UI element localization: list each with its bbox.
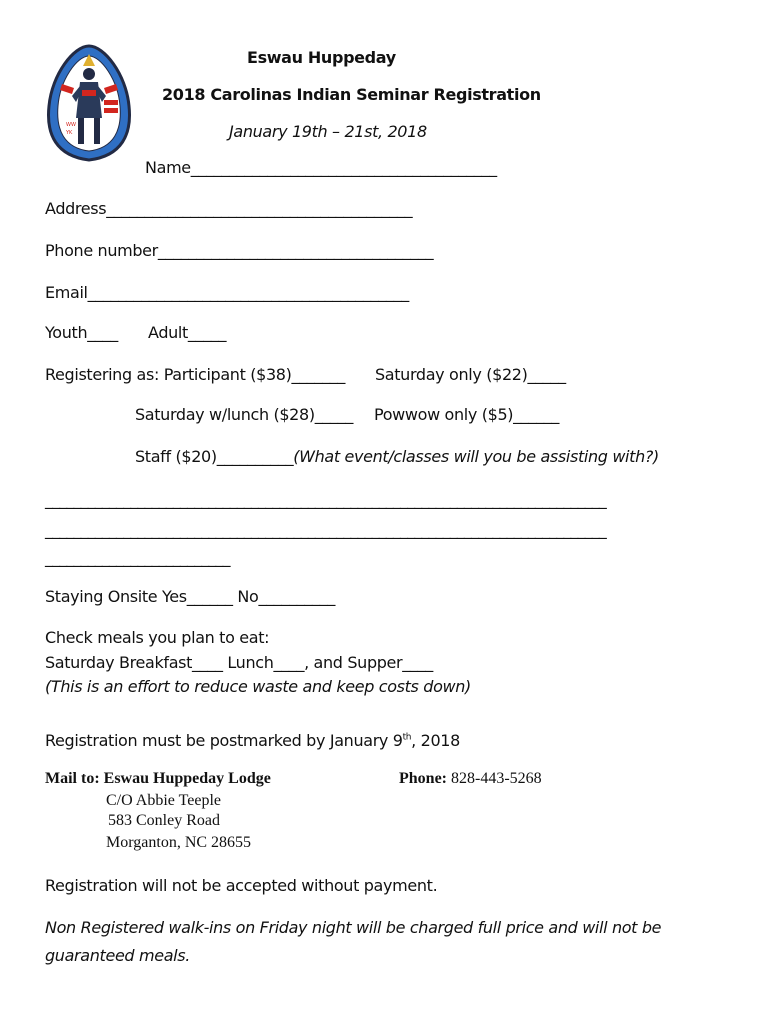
staff-option-label: Staff ($20)__________ <box>135 447 294 466</box>
mail-to-line: Mail to: Eswau Huppeday Lodge <box>45 770 271 787</box>
staying-onsite-field[interactable]: Staying Onsite Yes______ No__________ <box>45 587 335 606</box>
walkin-notice-line-1: Non Registered walk-ins on Friday night will be charged full price and will not be <box>45 918 662 937</box>
meals-heading: Check meals you plan to eat: <box>45 628 270 647</box>
payment-notice: Registration will not be accepted without payment. <box>45 876 438 895</box>
svg-text:WW: WW <box>66 122 76 128</box>
adult-field[interactable]: Adult_____ <box>148 323 227 342</box>
participant-option[interactable]: Registering as: Participant ($38)_______ <box>45 365 346 384</box>
mail-address-line-3: 583 Conley Road <box>108 812 220 829</box>
phone-field[interactable]: Phone number____________________________________ <box>45 241 434 260</box>
staff-answer-line-3[interactable]: __________________________ <box>45 548 230 567</box>
name-field[interactable]: Name________________________________________ <box>145 158 497 177</box>
address-field[interactable]: Address________________________________________ <box>45 199 413 218</box>
phone-line: Phone: 828-443-5268 <box>399 770 542 787</box>
meals-options[interactable]: Saturday Breakfast____ Lunch____, and Supper____ <box>45 653 433 672</box>
youth-field[interactable]: Youth____ <box>45 323 118 342</box>
staff-answer-line-2[interactable]: _______________________________________________________________________________ <box>45 520 606 539</box>
powwow-only-option[interactable]: Powwow only ($5)______ <box>374 405 560 424</box>
email-field[interactable]: Email__________________________________________ <box>45 283 409 302</box>
staff-option[interactable] <box>135 447 659 466</box>
postmark-deadline: Registration must be postmarked by January 9th, 2018 <box>45 731 460 750</box>
page-subtitle: 2018 Carolinas Indian Seminar Registration <box>162 85 541 104</box>
event-dates: January 19th – 21st, 2018 <box>229 122 427 141</box>
saturday-lunch-option[interactable]: Saturday w/lunch ($28)_____ <box>135 405 353 424</box>
staff-answer-line-1[interactable]: _______________________________________________________________________________ <box>45 490 606 509</box>
mail-address-line-4: Morganton, NC 28655 <box>106 834 252 851</box>
saturday-only-option[interactable]: Saturday only ($22)_____ <box>375 365 566 384</box>
mail-address-line-2: C/O Abbie Teeple <box>106 792 222 809</box>
staff-question: (What event/classes will you be assisting with?) <box>293 447 659 466</box>
walkin-notice-line-2: guaranteed meals. <box>45 946 190 965</box>
page-title: Eswau Huppeday <box>247 48 396 67</box>
meals-note: (This is an effort to reduce waste and keep costs down) <box>45 677 471 696</box>
lodge-patch-logo <box>46 44 132 162</box>
svg-text:YK: YK <box>66 130 73 136</box>
